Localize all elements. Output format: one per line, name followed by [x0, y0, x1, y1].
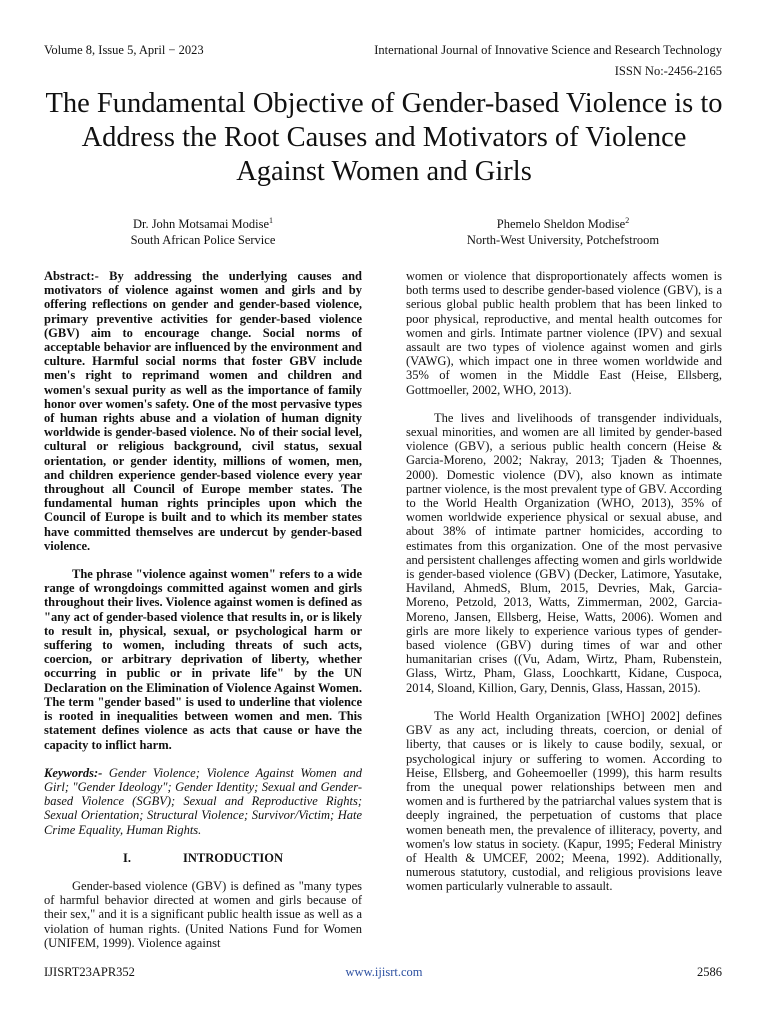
section-number: I. [122, 850, 131, 865]
left-column [44, 269, 362, 964]
paper-code: IJISRT23APR352 [44, 965, 135, 979]
keywords-text: Gender Violence; Violence Against Women and Girl; "Gender Ideology"; Gender Identity; Sexual and Gender-based Violence (SGBV); Sexual and Reproductive Rights; Sexual Orientation; Structural Violence; Survivor/Victim; Hate Crime Equality, Human Rights. [44, 765, 362, 837]
volume-issue: Volume 8, Issue 5, April − 2023 [44, 43, 204, 57]
author-1 [38, 213, 368, 248]
abstract: Abstract:- By addressing the underlying causes and motivators of violence against women and girls and by offering reflections on gender and gender-based violence, primary preventive activities for gender-based violence (GBV) aim to encourage change. Social norms of acceptable behavior are influenced by the environment and culture. Harmful social norms that foster GBV include men's right to reprimand women and children and women's sexual purity as well as the importance of family honor over women's safety. One of the most pervasive types of human rights abuse and a violation of human dignity worldwide is gender-based violence. No of their social level, cultural or religious background, civil status, sexual orientation, or gender identity, millions of women, men, and children experience gender-based violence every year throughout all Council of Europe member states. The fundamental human rights principles upon which the Council of Europe is built and to which its member states have committed themselves are undercut by gender-based violence. [44, 269, 362, 553]
author-1-sup: 1 [269, 216, 274, 225]
journal-url[interactable]: www.ijisrt.com [345, 965, 423, 979]
author-1-affiliation: South African Police Service [130, 233, 276, 248]
keywords [44, 766, 362, 837]
journal-name: International Journal of Innovative Science and Research Technology [374, 43, 722, 57]
author-2-name: Phemelo Sheldon Modise [496, 217, 626, 232]
section-title: INTRODUCTION [182, 850, 283, 865]
body-paragraph-2: The lives and livelihoods of transgender individuals, sexual minorities, and women are all limited by gender-based violence (GBV), a serious public health concern (Heise & Garcia-Moreno, 2002; Nakray, 2013; Tjaden & Thoennes, 2000). Domestic violence (DV), also known as intimate partner violence, is the most prevalent type of GBV. According to the World Health Organization (WHO, 2013), 35% of women worldwide experience physical or sexual abuse, and about 38% of intimate partner homicides, according to estimates from this organization. One of the most pervasive and persistent challenges affecting women and girls worldwide is gender-based violence (GBV) (Decker, Latimore, Yasutake, Haviland, AhmedS, Blum, 2015, Devries, Mak, Garcia-Moreno, Petzold, 2013, Watts, Zimmerman, 2002, Garcia-Moreno, Jansen, Ellsberg, Heise, Watts, 2006). Women and girls are more likely to experience various types of gender-based violence (GBV) during times of war and other humanitarian crises ((Vu, Adam, Wirtz, Pham, Rubenstein, Glass, Wirtz, Pham, Glass, Loochkartt, Kidane, Cuspoca, 2014, Sloand, Killion, Gary, Dennis, Glass, Hassan, 2015). [406, 410, 722, 695]
body-paragraph-3: The World Health Organization [WHO] 2002] defines GBV as any act, including threats, coercion, or denial of liberty, that causes or is likely to cause bodily, sexual, or psychological injury or suffering to women. According to Heise, Ellsberg, and Goheemoeller (1999), this harm results from the unequal power relationships between men and women and is furthered by the patriarchal values system that is deeply ingrained, the perpetuation of customs that place women beneath men, the prevalence of illiteracy, poverty, and women's low status in society. (Kapur, 1995; Federal Ministry of Health & UMCEF, 2002; Meena, 1992). Additionally, numerous statutory, custodial, and religious provisions leave women particularly vulnerable to assault. [406, 708, 722, 894]
author-2-affiliation: North-West University, Potchefstroom [466, 233, 660, 248]
body-paragraph-1: women or violence that disproportionately affects women is both terms used to describe gender-based violence (GBV), is a serious global public health problem that has been linked to poor physical, reproductive, and mental health outcomes for women and girls. Intimate partner violence (IPV) and sexual assault are two types of violence against women and girls (VAWG), which impact one in three women worldwide and 35% of women in the Middle East (Heise, Ellsberg, Gottmoeller, 2002, WHO, 2013). [406, 269, 722, 397]
keywords-label: Keywords:- [44, 765, 103, 780]
author-1-name: Dr. John Motsamai Modise [132, 217, 270, 232]
right-column [406, 269, 722, 908]
paper-title: The Fundamental Objective of Gender-based Violence is to Address the Root Causes and Motivators of Violence Against Women and Girls [45, 88, 723, 187]
intro-paragraph: Gender-based violence (GBV) is defined as "many types of harmful behavior directed at women and girls because of their sex," and it is a significant public health issue as well as a violation of human rights. (United Nations Fund for Women (UNIFEM, 1999). Violence against [44, 878, 362, 950]
issn: ISSN No:-2456-2165 [614, 64, 722, 78]
section-heading [44, 851, 362, 865]
author-2-sup: 2 [625, 216, 630, 225]
author-2 [398, 213, 728, 248]
abstract-paragraph-2: The phrase "violence against women" refers to a wide range of wrongdoings committed against women and girls throughout their lives. Violence against women is defined as "any act of gender-based violence that results in, or is likely to result in, physical, sexual, or psychological harm or suffering to women, including threats of such acts, coercion, or arbitrary deprivation of liberty, whether occurring in public or in private life" by the UN Declaration on the Elimination of Violence Against Women. The term "gender based" is used to underline that violence is rooted in inequalities between women and men. This statement defines violence as acts that cause or have the capacity to inflict harm. [44, 567, 362, 752]
page-number: 2586 [697, 965, 722, 979]
